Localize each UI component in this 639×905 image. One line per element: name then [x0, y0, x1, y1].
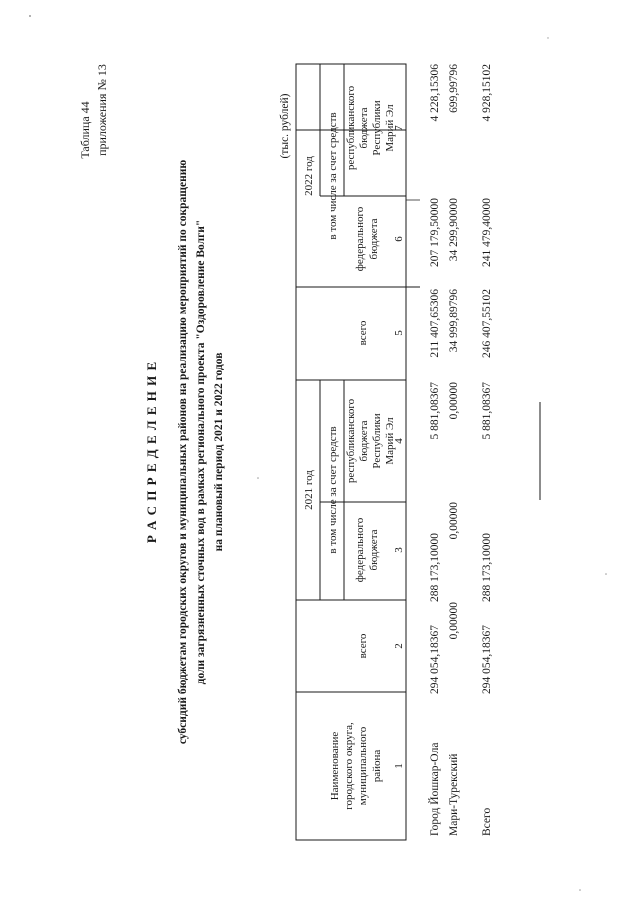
republic-2022-header-line-4: Марий Эл [384, 104, 396, 152]
republic-2021-header-line-2: бюджета [358, 420, 370, 462]
photocopy-speck [29, 15, 31, 17]
row1-republic-2022: 4 228,15306 [429, 64, 441, 122]
row2-federal-2021: 0,00000 [448, 502, 460, 540]
year-2021-header: 2021 год [303, 470, 315, 510]
row1-federal-2021: 288 173,10000 [429, 533, 441, 602]
total-2021-header: всего [357, 633, 369, 659]
col-number-3: 3 [393, 547, 405, 553]
col-number-1: 1 [393, 763, 405, 769]
col-number-2: 2 [393, 643, 405, 649]
name-col-header-line-3: муниципального [357, 726, 369, 806]
photocopy-speck [605, 573, 607, 575]
total-row-federal-2021: 288 173,10000 [481, 533, 493, 602]
row2-name: Мари-Турекский [448, 753, 460, 836]
republic-2021-header-line-4: Марий Эл [384, 417, 396, 465]
photocopy-speck [547, 37, 548, 38]
row1-federal-2022: 207 179,50000 [429, 198, 441, 267]
row2-total-2021: 0,00000 [448, 602, 460, 640]
federal-2022-header-line-1: федерального [354, 206, 366, 272]
total-row-republic-2022: 4 928,15102 [481, 64, 493, 122]
title-line-1: субсидий бюджетам городских округов и муниципальных районов на реализацию мероприятий по сокращению [177, 159, 189, 745]
table-number: Таблица 44 [78, 101, 92, 159]
units-label: (тыс. рублей) [279, 93, 291, 159]
title-line-3: на плановый период 2021 и 2022 годов [213, 352, 225, 552]
row2-republic-2021: 0,00000 [448, 382, 460, 420]
row1-name: Город Йошкар-Ола [429, 742, 441, 836]
republic-2022-header-line-2: бюджета [358, 107, 370, 149]
col-number-6: 6 [393, 236, 405, 242]
name-col-header-line-1: Наименование [329, 731, 341, 801]
total-row-federal-2022: 241 479,40000 [481, 198, 493, 267]
col-number-5: 5 [393, 330, 405, 336]
total-row-total-2022: 246 407,55102 [481, 289, 493, 358]
row2-republic-2022: 699,99796 [448, 64, 460, 113]
federal-2021-header-line-2: бюджета [368, 529, 380, 571]
republic-2022-header-line-1: республиканского [345, 85, 357, 171]
incl-sources-2021-header: в том числе за счет средств [327, 426, 339, 554]
name-col-header-line-4: района [371, 749, 383, 783]
col-number-4: 4 [393, 438, 405, 444]
row2-total-2022: 34 999,89796 [448, 289, 460, 353]
year-2022-header: 2022 год [303, 156, 315, 196]
col-number-7: 7 [393, 125, 405, 131]
row2-federal-2022: 34 299,90000 [448, 198, 460, 262]
republic-2021-header-line-3: Республики [371, 413, 383, 469]
row1-republic-2021: 5 881,08367 [429, 382, 441, 440]
row1-total-2021: 294 054,18367 [429, 625, 441, 694]
appendix-reference: приложения № 13 [95, 64, 109, 156]
document-heading: Р А С П Р Е Д Е Л Е Н И Е [144, 360, 159, 544]
photocopy-speck [257, 477, 259, 479]
title-line-2: доли загрязненных сточных вод в рамках регионального проекта "Оздоровление Волги" [195, 219, 207, 685]
row1-total-2022: 211 407,65306 [429, 289, 441, 358]
total-row-label: Всего [481, 807, 493, 836]
photocopy-speck [579, 889, 581, 891]
incl-sources-2022-header: в том числе за счет средств [327, 112, 339, 240]
name-col-header-line-2: городского округа, [343, 722, 355, 810]
total-row-total-2021: 294 054,18367 [481, 625, 493, 694]
total-2022-header: всего [357, 320, 369, 346]
federal-2021-header-line-1: федерального [354, 517, 366, 583]
republic-2022-header-line-3: Республики [371, 100, 383, 156]
total-row-republic-2021: 5 881,08367 [481, 382, 493, 440]
federal-2022-header-line-2: бюджета [368, 218, 380, 260]
republic-2021-header-line-1: республиканского [345, 398, 357, 484]
